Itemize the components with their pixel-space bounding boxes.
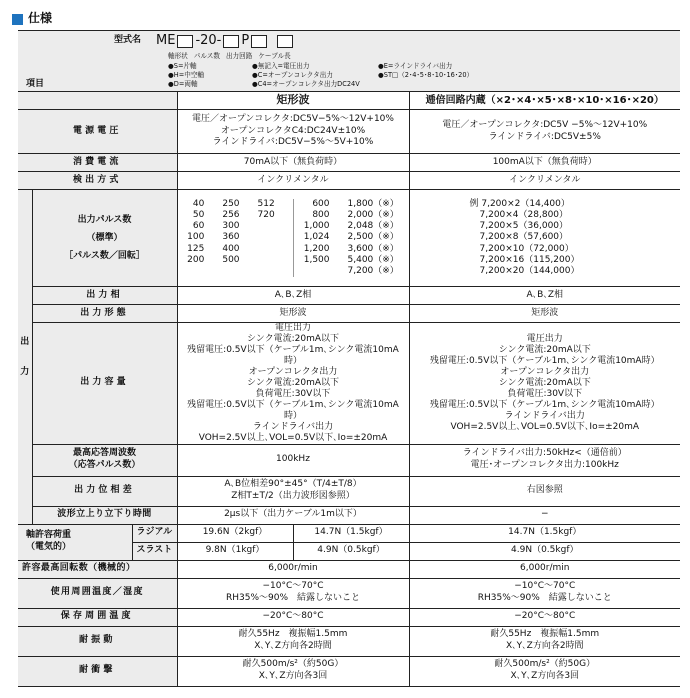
legend-line: ●C4=オープンコレクタ出力DC24V (252, 79, 360, 88)
spec-sheet (18, 30, 680, 687)
legend-line: ●E=ラインドライバ出力 (378, 62, 453, 70)
value-line: 電圧･オープンコレクタ出力:100kHz (470, 460, 619, 471)
label-line: （電気的） (26, 542, 72, 553)
rise-right: − (409, 506, 680, 524)
value-line: 電圧／オープンコレクタ:DC5V−5%〜12V+10% (192, 114, 394, 125)
value-line: 電圧／オープンコレクタ:DC5V −5%〜12V+10% (442, 119, 648, 130)
phase-left: A､B､Z相 (177, 287, 409, 305)
value-line: ラインドライバ:DC5V±5% (488, 131, 601, 142)
pulse-value: 250 (222, 198, 240, 209)
output-group-label (18, 190, 32, 525)
cable-box (277, 35, 293, 48)
model-header-cell (18, 31, 680, 92)
env-right (409, 578, 680, 608)
pulse-value: 2,048（※） (347, 221, 399, 232)
pulse-col-5 (348, 199, 399, 278)
value-line: 電圧出力 (526, 333, 563, 344)
pulse-grid (178, 195, 409, 282)
row-storage (18, 608, 680, 626)
label-line: ［パルス数／回転］ (64, 251, 145, 261)
row-radial (18, 524, 680, 542)
label-speed: 許容最高回転数（機械的） (18, 560, 177, 578)
label-frequency (32, 444, 177, 476)
label-rise: 波形立上り立下り時間 (32, 506, 177, 524)
corner-cell (18, 92, 177, 110)
pulse-value: 3,600（※） (347, 243, 399, 254)
row-phase (18, 287, 680, 305)
code-label: 出力回路 (225, 52, 253, 60)
value-line: ラインドライバ:DC5V−5%〜5V+10% (212, 137, 374, 148)
value-line: 負荷電圧:30V以下 (255, 388, 331, 399)
value-line: シンク電流:20mA以下 (498, 344, 591, 355)
value-line: 耐久500m/s²（約50G） (494, 659, 596, 670)
pulse-value: 1,800（※） (347, 198, 399, 209)
row-frequency (18, 444, 680, 476)
legend-line: ●C=オープンコレクタ出力 (252, 70, 333, 79)
label-method: 検出方式 (18, 172, 177, 190)
label-radial: ラジアル (132, 524, 177, 542)
legend-shaft (168, 62, 204, 89)
radial-l1: 19.6N（2kgf） (177, 524, 293, 542)
pulse-example: 7,200×5（36,000） (479, 221, 569, 232)
thrust-right: 4.9N（0.5kgf） (409, 542, 680, 560)
pulse-value: 800 (312, 209, 330, 220)
value-line: VOH=2.5V以上､VOL=0.5V以下､Io=±20mA (198, 432, 388, 443)
thrust-l1: 9.8N（1kgf） (177, 542, 293, 560)
storage-right: −20°C〜80°C (409, 608, 680, 626)
pulse-value: 100 (187, 232, 205, 243)
value-line: RH35%〜90% 結露しないこと (225, 593, 361, 604)
pulse-value: 60 (192, 221, 205, 232)
pulse-value: 600 (312, 198, 330, 209)
rise-left: 2μs以下（出力ケーブル1m以下） (177, 506, 409, 524)
pulse-value: 2,000（※） (347, 209, 399, 220)
value-line: オープンコレクタ出力 (500, 366, 590, 377)
label-line: 軸許容荷重 (26, 530, 72, 541)
value-line: 電圧出力 (274, 323, 311, 333)
pulse-value: 512 (257, 198, 275, 209)
column-head-row (18, 92, 680, 110)
legend-line: ●H=中空軸 (168, 70, 205, 79)
pulse-box (223, 35, 239, 48)
label-env: 使用周囲温度／湿度 (18, 578, 177, 608)
env-left (177, 578, 409, 608)
value-line: オープンコレクタC4:DC24V±10% (220, 125, 366, 136)
label-line: （応答パルス数） (68, 460, 141, 471)
pulse-example: 7,200×4（28,800） (479, 209, 569, 220)
capacity-left (177, 323, 409, 445)
speed-left: 6,000r/min (177, 560, 409, 578)
legend-circuit (252, 62, 360, 89)
value-line: シンク電流:20mA以下 (246, 377, 339, 388)
shock-left (177, 656, 409, 686)
label-phase: 出力相 (32, 287, 177, 305)
value-line: ラインドライバ出力:50kHz<（通倍前） (462, 448, 627, 459)
waveform-left: 矩形波 (177, 305, 409, 323)
value-line: VOH=2.5V以上､VOL=0.5V以下､Io=±20mA (450, 421, 640, 432)
label-line: 出力パルス数 (77, 215, 132, 225)
pulse-col-1 (187, 199, 204, 278)
row-vibration (18, 626, 680, 656)
vibration-right (409, 626, 680, 656)
value-line: A､B位相差90°±45°（T/4±T/8） (224, 479, 362, 490)
value-line: オープンコレクタ出力 (248, 366, 338, 377)
value-line: RH35%〜90% 結露しないこと (477, 593, 612, 604)
shock-right (409, 656, 680, 686)
pulse-value: 5,400（※） (347, 254, 399, 265)
value-line: シンク電流:20mA以下 (498, 377, 591, 388)
label-line: （標準） (86, 233, 123, 243)
value-line: 残留電圧:0.5V以下（ケーブル1m､シンク電流10mA時） (187, 344, 399, 366)
storage-left: −20°C〜80°C (177, 608, 409, 626)
label-load (18, 524, 132, 560)
row-rise (18, 506, 680, 524)
pulse-value: 125 (187, 243, 205, 254)
frequency-right (409, 444, 680, 476)
label-vibration: 耐振動 (18, 626, 177, 656)
phase-diff-right: 右図参照 (409, 476, 680, 506)
frequency-left: 100kHz (177, 444, 409, 476)
row-method (18, 172, 680, 190)
pulse-value: 1,200 (303, 243, 330, 254)
value-line: X､Y､Z方向各2時間 (254, 641, 332, 652)
row-waveform (18, 305, 680, 323)
thrust-l2: 4.9N（0.5kgf） (293, 542, 409, 560)
legend-line: ●D=両軸 (168, 79, 198, 88)
label-line: 最高応答周波数 (72, 448, 136, 459)
pulse-value: 400 (222, 243, 240, 254)
pulse-col-3 (258, 199, 275, 278)
col-head-mult: 逓倍回路内蔵（×2･×4･×5･×8･×10･×16･×20） (409, 92, 680, 110)
row-phase-diff (18, 476, 680, 506)
value-line: X､Y､Z方向各3回 (510, 671, 580, 682)
radial-l2: 14.7N（1.5kgf） (293, 524, 409, 542)
pulse-col-4 (293, 199, 330, 278)
output-group-text: 出力 (20, 336, 30, 377)
model-prefix: ME (156, 33, 176, 48)
pulse-value: 1,000 (303, 221, 330, 232)
value-line: −10°C〜70°C (514, 581, 576, 592)
method-right: インクリメンタル (409, 172, 680, 190)
radial-right: 14.7N（1.5kgf） (409, 524, 680, 542)
phase-diff-left (177, 476, 409, 506)
code-label: 軸形状 (168, 52, 188, 60)
item-label: 項目 (26, 79, 45, 89)
legend-line: ●S=片軸 (168, 62, 197, 70)
heading-title: 仕様 (28, 11, 53, 26)
pulse-value: 360 (222, 232, 240, 243)
phase-right: A､B､Z相 (409, 287, 680, 305)
pulse-example: 7,200×8（57,600） (479, 232, 569, 243)
code-label: ケーブル長 (258, 52, 291, 60)
pulse-value: 2,500（※） (347, 232, 399, 243)
value-line: 負荷電圧:30V以下 (507, 388, 583, 399)
label-pulses (32, 190, 177, 287)
section-heading (12, 10, 52, 28)
pulse-example: 7,200×16（115,200） (479, 254, 580, 265)
value-line: 残留電圧:0.5V以下（ケーブル1m､シンク電流10mA時） (429, 399, 660, 410)
pulse-value: 1,024 (303, 232, 330, 243)
label-current: 消費電流 (18, 154, 177, 172)
legend-line: ●無記入=電圧出力 (252, 62, 310, 70)
value-line: 残留電圧:0.5V以下（ケーブル1m､シンク電流10mA時） (187, 399, 399, 421)
model-middle: -20- (195, 33, 222, 48)
pulse-example: 7,200×20（144,000） (479, 266, 580, 277)
method-left: インクリメンタル (177, 172, 409, 190)
circuit-box (251, 35, 267, 48)
value-line: シンク電流:20mA以下 (246, 333, 339, 344)
model-header-row (18, 31, 680, 92)
model-label: 型式名 (114, 35, 142, 45)
pulse-value: 200 (187, 254, 205, 265)
capacity-right (409, 323, 680, 445)
pulse-example: 7,200×10（72,000） (479, 243, 574, 254)
value-line: Z相T±T/2（出力波形図参照） (231, 491, 355, 502)
pulse-col-2 (222, 199, 239, 278)
waveform-right: 矩形波 (409, 305, 680, 323)
row-speed (18, 560, 680, 578)
value-line: 耐久500m/s²（約50G） (242, 659, 344, 670)
label-phase-diff: 出力位相差 (32, 476, 177, 506)
label-capacity: 出力容量 (32, 323, 177, 445)
code-label: パルス数 (193, 52, 220, 60)
row-shock (18, 656, 680, 686)
label-shock: 耐衝撃 (18, 656, 177, 686)
pulse-value: 40 (192, 198, 205, 209)
model-code (156, 33, 293, 50)
current-right: 100mA以下（無負荷時） (409, 154, 680, 172)
pulse-value: 256 (222, 209, 240, 220)
spec-table (18, 30, 680, 687)
value-line: ラインドライバ出力 (504, 410, 585, 421)
row-env (18, 578, 680, 608)
current-left: 70mA以下（無負荷時） (177, 154, 409, 172)
voltage-left (177, 110, 409, 154)
pulse-value: 500 (222, 254, 240, 265)
value-line: 残留電圧:0.5V以下（ケーブル1m､シンク電流10mA時） (429, 355, 660, 366)
heading-square-icon (12, 14, 23, 25)
pulse-example: 例 7,200×2（14,400） (469, 198, 570, 209)
voltage-right (409, 110, 680, 154)
row-capacity (18, 323, 680, 445)
pulse-value: 1,500 (303, 254, 330, 265)
row-current (18, 154, 680, 172)
col-head-rect: 矩形波 (177, 92, 409, 110)
value-line: 耐久55Hz 複振幅1.5mm (490, 629, 600, 640)
code-labels (168, 52, 291, 61)
pulses-right (409, 190, 680, 287)
value-line: ラインドライバ出力 (252, 421, 334, 432)
model-p: P (241, 33, 250, 48)
row-voltage (18, 110, 680, 154)
legend-extra (378, 62, 473, 80)
pulse-value: 300 (222, 221, 240, 232)
label-storage: 保存周囲温度 (18, 608, 177, 626)
value-line: 耐久55Hz 複振幅1.5mm (238, 629, 348, 640)
vibration-left (177, 626, 409, 656)
value-line: X､Y､Z方向各3回 (258, 671, 328, 682)
row-pulses (18, 190, 680, 287)
legend-line: ●ST□（2･4･5･8･10･16･20） (378, 70, 474, 79)
value-line: −10°C〜70°C (262, 581, 324, 592)
shaft-box (177, 35, 193, 48)
pulse-value: 50 (192, 209, 205, 220)
label-thrust: スラスト (132, 542, 177, 560)
pulses-left (177, 190, 409, 287)
label-voltage: 電源電圧 (18, 110, 177, 154)
pulse-value: 7,200（※） (347, 266, 399, 277)
speed-right: 6,000r/min (409, 560, 680, 578)
value-line: X､Y､Z方向各2時間 (505, 641, 584, 652)
label-waveform: 出力形態 (32, 305, 177, 323)
pulse-value: 720 (257, 209, 275, 220)
